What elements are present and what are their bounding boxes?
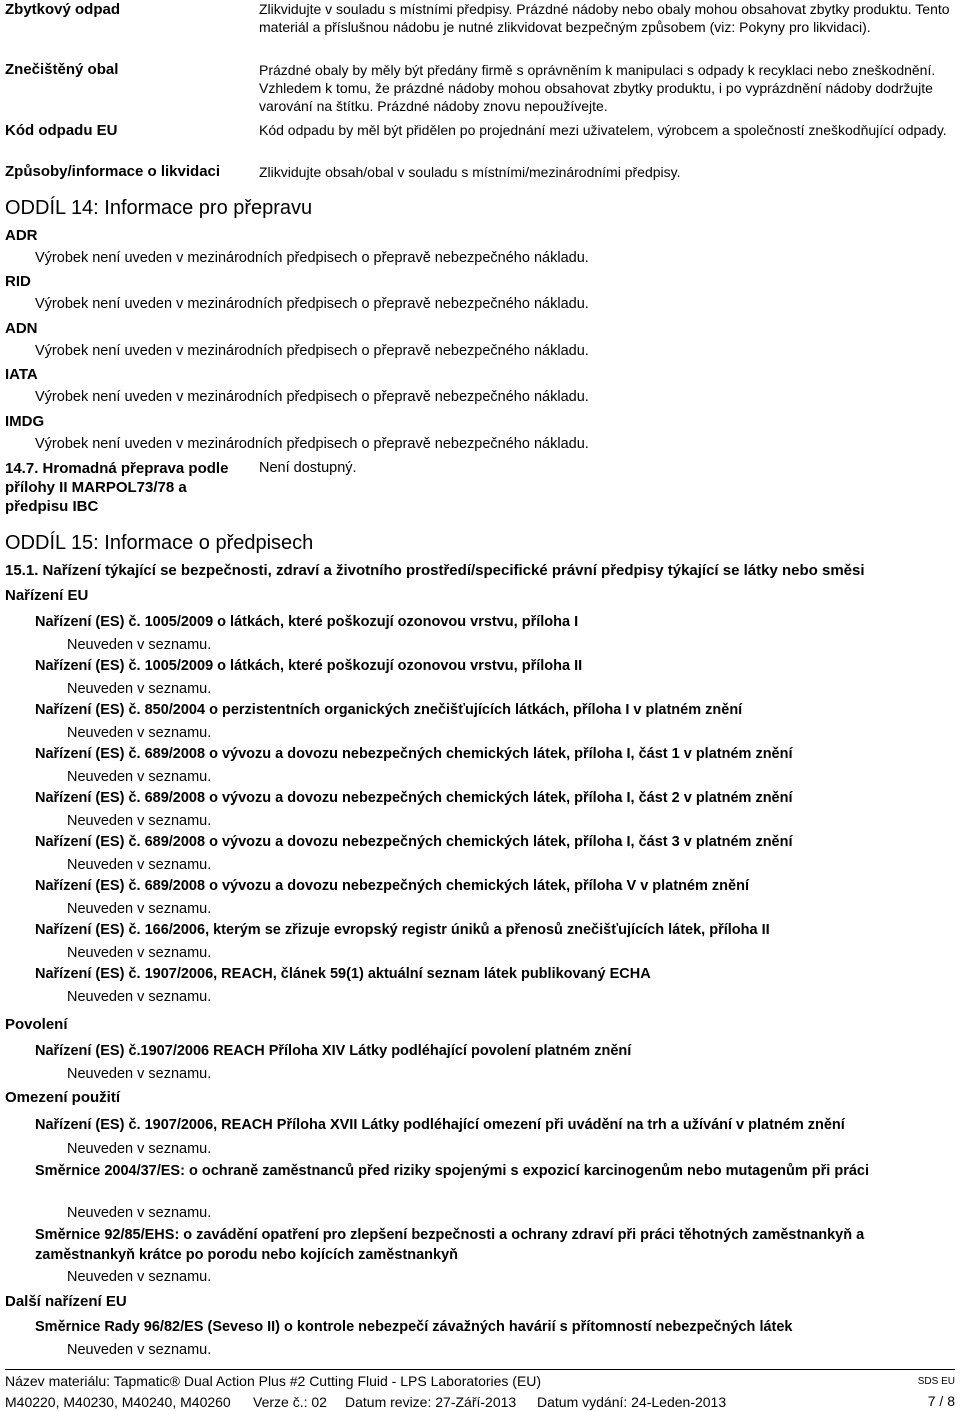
restrictions-label: Omezení použití (5, 1089, 121, 1106)
waste-residue-label: Zbytkový odpad (5, 1, 121, 18)
footer-product-codes: M40220, M40230, M40240, M40260 (5, 1394, 231, 1410)
authorisations-label: Povolení (5, 1016, 68, 1033)
section-15-1-heading: 15.1. Nařízení týkající se bezpečnosti, zdraví a životního prostředí/specifické právní předpisy týkající se látky nebo směsi (5, 562, 865, 579)
other-eu-regulations-label: Další nařízení EU (5, 1293, 127, 1310)
footer-version: Verze č.: 02 (253, 1394, 327, 1410)
eu-regulation-status-9: Neuveden v seznamu. (67, 989, 212, 1005)
eu-regulation-status-3: Neuveden v seznamu. (67, 725, 212, 741)
footer-page-number: 7 / 8 (927, 1393, 955, 1409)
eu-waste-code-label: Kód odpadu EU (5, 122, 118, 139)
eu-regulations-label: Nařízení EU (5, 587, 89, 604)
other-eu-regulation: Směrnice Rady 96/82/ES (Seveso II) o kontrole nebezpečí závažných havárií s přítomností nebezpečných látek (35, 1319, 793, 1335)
section-15-heading: ODDÍL 15: Informace o předpisech (5, 532, 314, 554)
transport-rid-text: Výrobek není uveden v mezinárodních předpisech o přepravě nebezpečného nákladu. (35, 296, 589, 312)
footer-sds-label: SDS EU (917, 1376, 955, 1387)
section-14-heading: ODDÍL 14: Informace pro přepravu (5, 197, 313, 219)
restriction-status-3: Neuveden v seznamu. (67, 1269, 212, 1285)
contaminated-packaging-label: Znečištěný obal (5, 61, 119, 78)
eu-regulation-status-6: Neuveden v seznamu. (67, 857, 212, 873)
footer-revision-date: Datum revize: 27-Září-2013 (345, 1394, 517, 1410)
bulk-transport-label: 14.7. Hromadná přeprava podle přílohy II MARPOL73/78 a předpisu IBC (5, 460, 229, 515)
bulk-transport-value: Není dostupný. (259, 460, 357, 476)
eu-regulation-6: Nařízení (ES) č. 689/2008 o vývozu a dovozu nebezpečných chemických látek, příloha I, část 3 v platném znění (35, 834, 793, 850)
eu-regulation-7: Nařízení (ES) č. 689/2008 o vývozu a dovozu nebezpečných chemických látek, příloha V v platném znění (35, 878, 749, 894)
eu-regulation-9: Nařízení (ES) č. 1907/2006, REACH, článek 59(1) aktuální seznam látek publikovaný ECHA (35, 966, 651, 982)
eu-regulation-4: Nařízení (ES) č. 689/2008 o vývozu a dovozu nebezpečných chemických látek, příloha I, část 1 v platném znění (35, 746, 793, 762)
disposal-methods-text: Zlikvidujte obsah/obal v souladu s místními/mezinárodními předpisy. (259, 164, 681, 180)
eu-waste-code-text: Kód odpadu by měl být přidělen po projednání mezi uživatelem, výrobcem a společností zneškodňující odpady. (259, 122, 947, 138)
contaminated-packaging-text: Prázdné obaly by měly být předány firmě s oprávněním k manipulaci s odpady k recyklaci nebo zneškodnění. Vzhledem k tomu, že prázdné nádoby mohou obsahovat zbytky produktu, i po vyprázdnění nádoby dodržujte varování na štítku. Prázdné nádoby znovu nepoužívejte. (259, 62, 936, 114)
authorisation-status: Neuveden v seznamu. (67, 1066, 212, 1082)
transport-rid-label: RID (5, 273, 31, 290)
eu-regulation-8: Nařízení (ES) č. 166/2006, kterým se zřizuje evropský registr úniků a přenosů znečišťujících látek, příloha II (35, 922, 770, 938)
transport-adr-label: ADR (5, 227, 38, 244)
restriction-status-2: Neuveden v seznamu. (67, 1205, 212, 1221)
footer-divider (5, 1369, 955, 1370)
eu-regulation-status-2: Neuveden v seznamu. (67, 681, 212, 697)
authorisation-regulation: Nařízení (ES) č.1907/2006 REACH Příloha XIV Látky podléhající povolení platném znění (35, 1043, 632, 1059)
transport-iata-label: IATA (5, 366, 38, 383)
restriction-regulation-2: Směrnice 2004/37/ES: o ochraně zaměstnanců před riziky spojenými s expozicí karcinogenům nebo mutagenům při práci (35, 1163, 870, 1179)
transport-adn-text: Výrobek není uveden v mezinárodních předpisech o přepravě nebezpečného nákladu. (35, 343, 589, 359)
restriction-status-1: Neuveden v seznamu. (67, 1141, 212, 1157)
eu-regulation-5: Nařízení (ES) č. 689/2008 o vývozu a dovozu nebezpečných chemických látek, příloha I, část 2 v platném znění (35, 790, 793, 806)
transport-adn-label: ADN (5, 320, 38, 337)
eu-regulation-2: Nařízení (ES) č. 1005/2009 o látkách, které poškozují ozonovou vrstvu, příloha II (35, 658, 583, 674)
footer-issue-date: Datum vydání: 24-Leden-2013 (537, 1394, 727, 1410)
transport-adr-text: Výrobek není uveden v mezinárodních předpisech o přepravě nebezpečného nákladu. (35, 250, 589, 266)
other-eu-status: Neuveden v seznamu. (67, 1342, 212, 1358)
eu-regulation-status-8: Neuveden v seznamu. (67, 945, 212, 961)
eu-regulation-status-7: Neuveden v seznamu. (67, 901, 212, 917)
eu-regulation-3: Nařízení (ES) č. 850/2004 o perzistentních organických znečišťujících látkách, příloha I v platném znění (35, 702, 743, 718)
restriction-regulation-1: Nařízení (ES) č. 1907/2006, REACH Příloha XVII Látky podléhající omezení při uvádění na trh a užívání v platném znění (35, 1117, 845, 1133)
eu-regulation-status-4: Neuveden v seznamu. (67, 769, 212, 785)
eu-regulation-1: Nařízení (ES) č. 1005/2009 o látkách, které poškozují ozonovou vrstvu, příloha I (35, 614, 579, 630)
eu-regulation-status-5: Neuveden v seznamu. (67, 813, 212, 829)
restriction-regulation-3: Směrnice 92/85/EHS: o zavádění opatření pro zlepšení bezpečnosti a ochrany zdraví při práci těhotných zaměstnankyň a zaměstnankyň krátce po porodu nebo kojících zaměstnankyň (35, 1227, 865, 1263)
eu-regulation-status-1: Neuveden v seznamu. (67, 637, 212, 653)
waste-residue-text: Zlikvidujte v souladu s místními předpisy. Prázdné nádoby nebo obaly mohou obsahovat zbytky produktu. Tento materiál a příslušnou nádobu je nutné zlikvidovat bezpečným způsobem (viz: Pokyny pro likvidaci). (259, 1, 950, 35)
disposal-methods-label: Způsoby/informace o likvidaci (5, 163, 221, 180)
transport-imdg-text: Výrobek není uveden v mezinárodních předpisech o přepravě nebezpečného nákladu. (35, 436, 589, 452)
footer-material-name: Název materiálu: Tapmatic® Dual Action Plus #2 Cutting Fluid - LPS Laboratories (EU) (5, 1373, 542, 1389)
transport-iata-text: Výrobek není uveden v mezinárodních předpisech o přepravě nebezpečného nákladu. (35, 389, 589, 405)
transport-imdg-label: IMDG (5, 413, 45, 430)
